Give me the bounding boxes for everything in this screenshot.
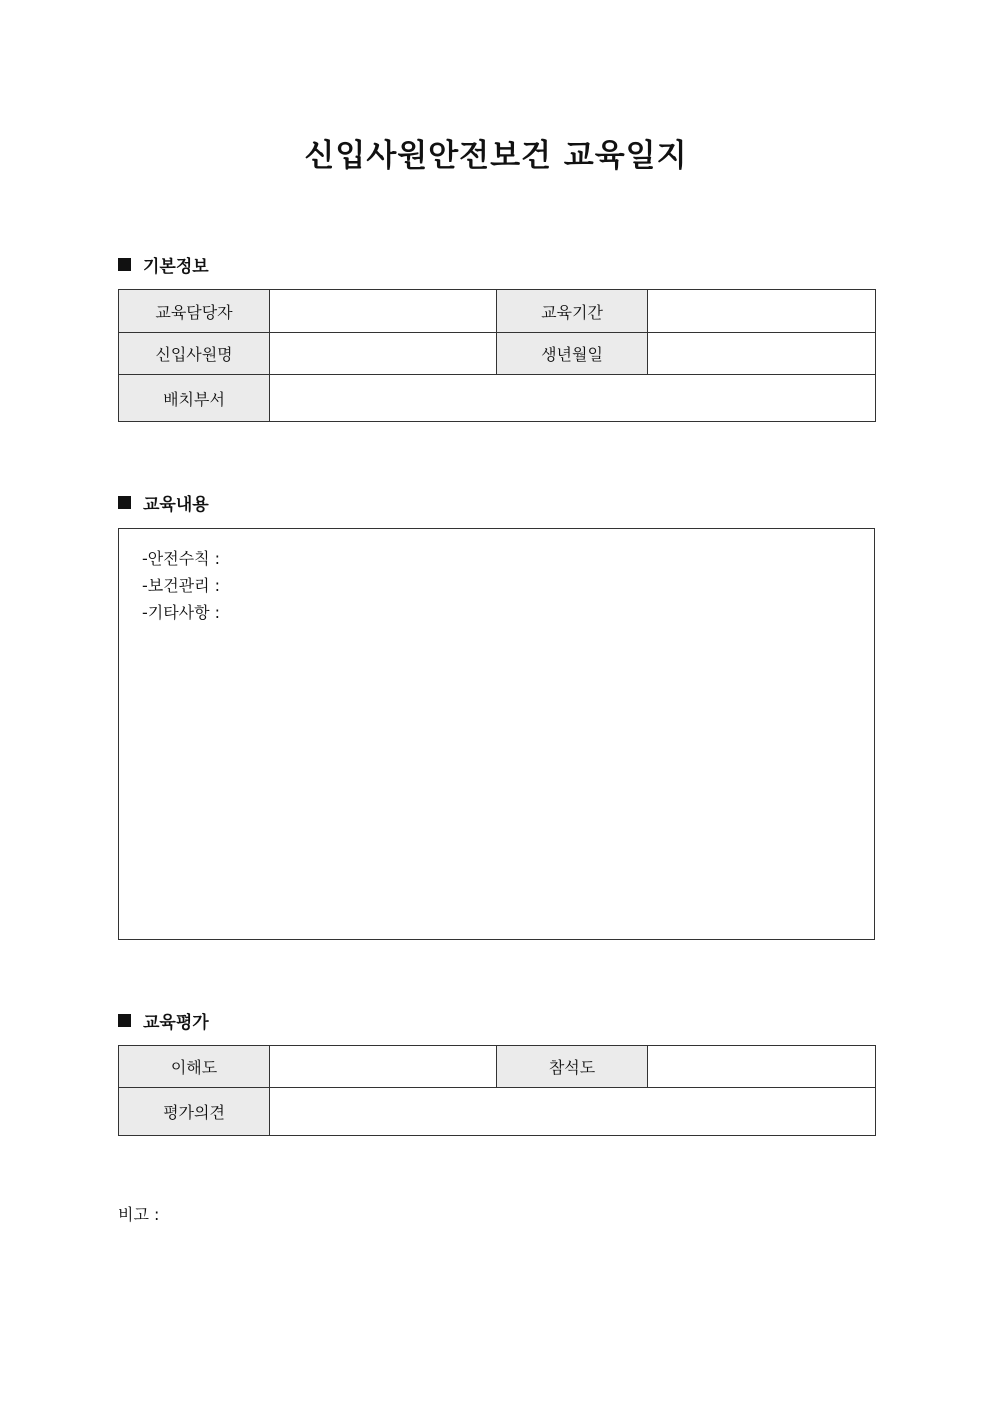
training-content-box[interactable] — [118, 528, 875, 940]
evaluation-table — [118, 1045, 876, 1136]
section-heading-label: 기본정보 — [143, 256, 209, 277]
attendance-label: 참석도 — [497, 1046, 648, 1088]
table-row — [119, 1088, 876, 1136]
attendance-field[interactable] — [648, 1046, 876, 1088]
department-field[interactable] — [270, 375, 876, 422]
understanding-field[interactable] — [270, 1046, 497, 1088]
section-heading-basic-info — [118, 252, 209, 276]
birth-date-label: 생년월일 — [497, 333, 648, 375]
page-title: 신입사원안전보건 교육일지 — [304, 138, 688, 174]
department-label: 배치부서 — [119, 375, 270, 422]
basic-info-table — [118, 289, 876, 422]
table-row — [119, 290, 876, 333]
content-line-safety-rules: -안전수칙 : — [142, 549, 221, 568]
birth-date-field[interactable] — [648, 333, 876, 375]
black-square-icon — [118, 258, 131, 271]
content-line-other-matters: -기타사항 : — [142, 603, 221, 622]
new-employee-name-field[interactable] — [270, 333, 497, 375]
remarks-label: 비고 : — [118, 1205, 160, 1224]
trainer-field[interactable] — [270, 290, 497, 333]
content-line-health-management: -보건관리 : — [142, 576, 221, 595]
evaluation-opinion-field[interactable] — [270, 1088, 876, 1136]
section-heading-label: 교육내용 — [143, 494, 209, 515]
training-period-label: 교육기간 — [497, 290, 648, 333]
section-heading-evaluation — [118, 1008, 209, 1032]
section-heading-content — [118, 490, 209, 514]
table-row — [119, 333, 876, 375]
black-square-icon — [118, 1014, 131, 1027]
trainer-label: 교육담당자 — [119, 290, 270, 333]
table-row — [119, 375, 876, 422]
training-period-field[interactable] — [648, 290, 876, 333]
evaluation-opinion-label: 평가의견 — [119, 1088, 270, 1136]
section-heading-label: 교육평가 — [143, 1012, 209, 1033]
understanding-label: 이해도 — [119, 1046, 270, 1088]
table-row — [119, 1046, 876, 1088]
black-square-icon — [118, 496, 131, 509]
new-employee-name-label: 신입사원명 — [119, 333, 270, 375]
